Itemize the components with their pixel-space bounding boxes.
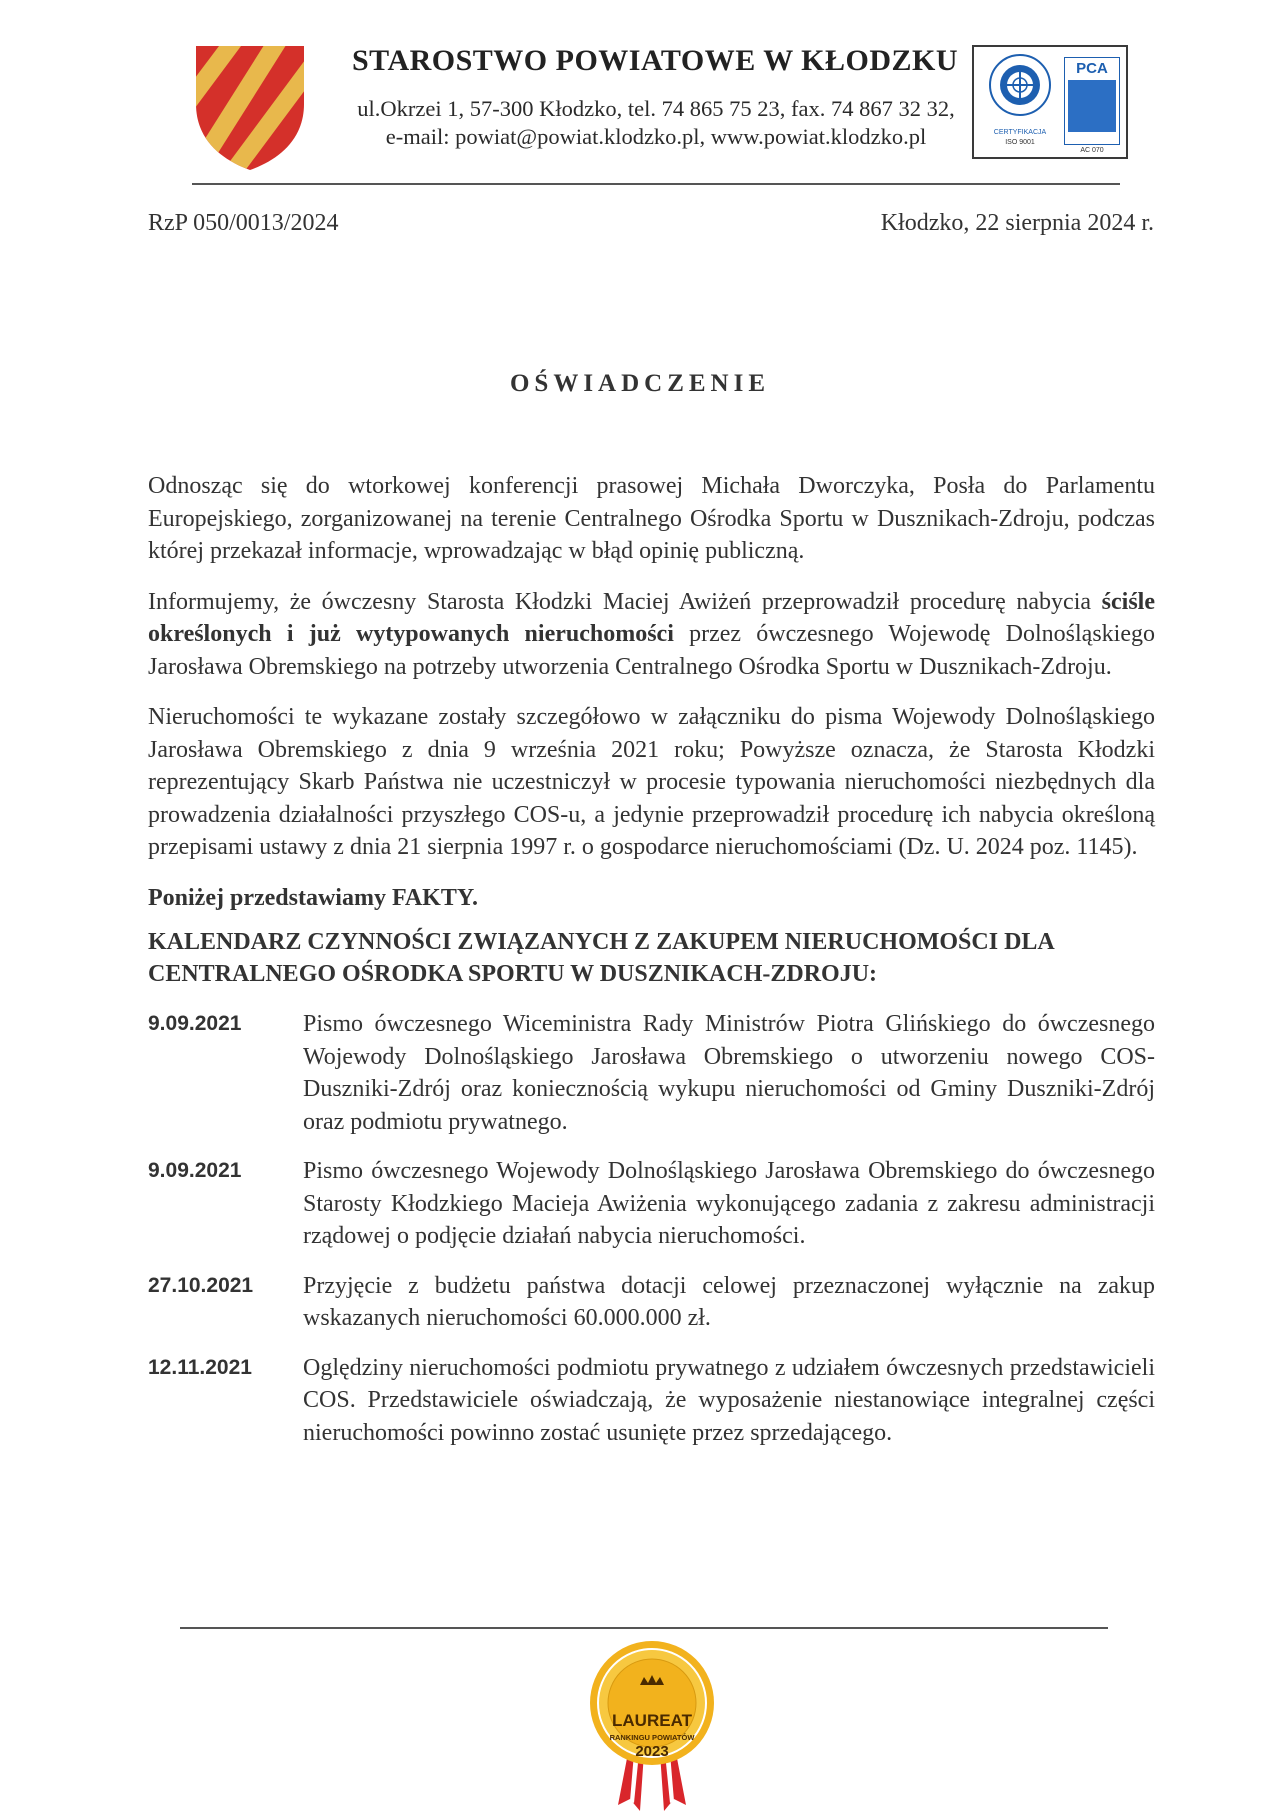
emphasis: ściśle określonych i już wytypowanych nieruchomości [148,588,1155,647]
globe-seal-icon [988,53,1052,117]
calendar-entry [148,1352,1155,1450]
calendar-entry [148,1008,1155,1138]
facts-intro: Poniżej przedstawiamy FAKTY. [148,884,478,911]
certification-box [972,45,1128,159]
badge-title: LAUREAT [612,1711,692,1730]
ac-label: AC 070 [1080,147,1104,154]
address-line: ul.Okrzei 1, 57-300 Kłodzko, tel. 74 865 75 23, fax. 74 867 32 32, [357,96,955,121]
iso-label: ISO 9001 [1005,139,1035,146]
paragraph: Informujemy, że ówczesny Starosta Kłodzki Maciej Awiżeń przeprowadził procedurę nabycia ściśle określonych i już wytypowanych nieruchomości przez ówczesnego Wojewodę Dolnośląskiego Jarosława Obremskiego na potrzeby utworzenia Centralnego Ośrodka Sportu w Dusznikach-Zdroju. [148,588,1155,680]
entry-date: 9.09.2021 [148,1012,242,1035]
coat-of-arms-icon [192,42,308,172]
badge-subtitle: RANKINGU POWIATÓW [609,1733,695,1742]
entry-text: Pismo ówczesnego Wojewody Dolnośląskiego Jarosława Obremskiego do ówczesnego Starosty Kłodzkiego Macieja Awiżenia wykonującego zadania z zakresu administracji rządowej o podjęcie działań nabycia nieruchomości. [303,1158,1155,1249]
badge-year: 2023 [635,1743,669,1760]
contact-line: e-mail: powiat@powiat.klodzko.pl, www.powiat.klodzko.pl [385,124,927,149]
header-divider [192,183,1120,185]
footer-divider [180,1627,1108,1629]
entry-text: Przyjęcie z budżetu państwa dotacji celowej przeznaczonej wyłącznie na zakup wskazanych nieruchomości 60.000.000 zł. [303,1272,1155,1331]
document-title: OŚWIADCZENIE [509,370,771,397]
entry-text: Pismo ówczesnego Wiceministra Rady Ministrów Piotra Glińskiego do ówczesnego Wojewody Dolnośląskiego Jarosława Obremskiego o utworzeniu nowego COS-Duszniki-Zdrój oraz koniecznością wykupu nieruchomości od Gminy Duszniki-Zdrój oraz podmiotu prywatnego. [303,1011,1155,1135]
place-date: Kłodzko, 22 sierpnia 2024 r. [880,210,1154,236]
entry-text: Oględziny nieruchomości podmiotu prywatnego z udziałem ówczesnych przedstawicieli COS. Przedstawiciele oświadczają, że wyposażenie niestanowiące integralnej części nieruchomości powinno zostać usunięte przez sprzedającego. [303,1354,1155,1446]
paragraph: Nieruchomości te wykazane zostały szczegółowo w załączniku do pisma Wojewody Dolnośląskiego Jarosława Obremskiego z dnia 9 września 2021 roku; Powyższe oznacza, że Starosta Kłodzki reprezentujący Skarb Państwa nie uczestniczył w procesie typowania nieruchomości niezbędnych dla prowadzenia działalności przyszłego COS-u, a jedynie przeprowadził procedurę ich nabycia określoną przepisami ustawy z dnia 21 sierpnia 1997 r. o gospodarce nieruchomościami (Dz. U. 2024 poz. 1145). [148,704,1155,860]
document-body [148,470,1155,1466]
pca-mark [1064,57,1120,145]
certification-label: CERTYFIKACJA [993,129,1047,136]
entry-date: 9.09.2021 [148,1159,242,1182]
entry-date: 27.10.2021 [148,1273,254,1297]
pca-label: PCA [1076,60,1108,77]
reference-number: RzP 050/0013/2024 [148,210,339,236]
certification-seal [982,53,1058,153]
calendar-heading: KALENDARZ CZYNNOŚCI ZWIĄZANYCH Z ZAKUPEM NIERUCHOMOŚCI DLA CENTRALNEGO OŚRODKA SPORTU W DUSZNIKACH-ZDROJU: [148,929,1054,987]
calendar-entry [148,1155,1155,1253]
entry-date: 12.11.2021 [148,1355,252,1379]
office-name: STAROSTWO POWIATOWE W KŁODZKU [351,44,959,77]
laureate-badge [584,1633,720,1813]
pca-blue-band-icon [1068,80,1116,132]
paragraph: Odnosząc się do wtorkowej konferencji prasowej Michała Dworczyka, Posła do Parlamentu Europejskiego, zorganizowanej na terenie Centralnego Ośrodka Sportu w Dusznikach-Zdroju, podczas której przekazał informacje, wprowadzając w błąd opinię publiczną. [148,473,1155,564]
calendar-entry [148,1270,1155,1335]
